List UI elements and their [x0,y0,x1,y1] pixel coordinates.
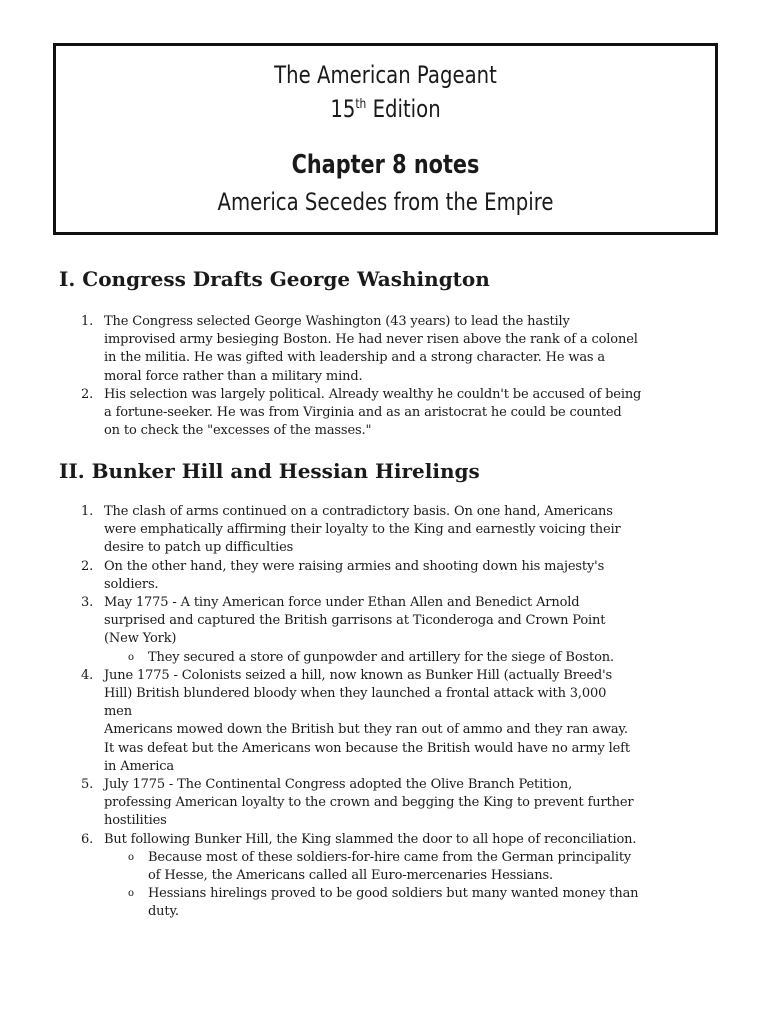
item-text-line: moral force rather than a military mind. [104,368,363,384]
item-text-line: The clash of arms continued on a contradictory basis. On one hand, Americans [104,504,613,519]
chapter-title: Chapter 8 notes [291,150,480,180]
list-item [0,776,712,831]
sub-item [0,649,712,667]
list-item [0,313,712,386]
item-text-line: hostilities [104,813,167,829]
section-list [0,313,768,440]
item-number: 4. [81,667,94,683]
item-number: 2. [81,386,94,402]
edition-word: Edition [366,95,441,123]
item-text-line: in the militia. He was gifted with leadership and a strong character. He was a [104,350,606,366]
list-item [0,558,712,594]
item-text-line: a fortune-seeker. He was from Virginia and as an aristocrat he could be counted [104,405,622,421]
item-text-line: It was defeat but the Americans won because the British would have no army left [104,740,630,756]
list-item [0,386,712,441]
section-heading: II. Bunker Hill and Hessian Hirelings [59,459,480,483]
sub-item-text-line: of Hesse, the Americans called all Euro-mercenaries Hessians. [148,868,554,884]
item-text-line: His selection was largely political. Already wealthy he couldn't be accused of being [104,386,642,402]
item-text-line: On the other hand, they were raising armies and shooting down his majesty's [104,558,605,574]
title-box [53,43,718,235]
sub-item-text-line: duty. [148,904,179,920]
edition-number: 15 [330,95,356,123]
item-text-line: May 1775 - A tiny American force under Ethan Allen and Benedict Arnold [104,595,580,611]
item-number: 2. [81,558,94,574]
item-number: 3. [81,595,94,611]
item-text-line: professing American loyalty to the crown and begging the King to prevent further [104,795,634,811]
item-text-line: surprised and captured the British garrisons at Ticonderoga and Crown Point [104,613,606,629]
item-number: 5. [81,777,94,793]
bullet-icon: o [128,651,134,663]
sub-item-text-line: They secured a store of gunpowder and artillery for the siege of Boston. [148,649,614,665]
item-text-line: improvised army besieging Boston. He had never risen above the rank of a colonel [104,332,638,348]
list-item [0,594,712,649]
item-text-line: But following Bunker Hill, the King slammed the door to all hope of reconciliation. [104,831,637,847]
list-item [0,667,712,776]
item-number: 1. [81,504,94,519]
section-heading: I. Congress Drafts George Washington [59,267,490,291]
item-text-line: men [104,704,132,720]
bullet-icon: o [128,888,134,900]
item-number: 6. [81,831,94,847]
edition-line [115,94,655,124]
list-item [0,503,712,558]
section-list [0,503,768,922]
bullet-icon: o [128,851,134,863]
item-text-line: were emphatically affirming their loyalty to the King and earnestly voicing their [104,522,621,538]
sub-item-text-line: Hessians hirelings proved to be good soldiers but many wanted money than [148,886,639,902]
item-text-line: The Congress selected George Washington (43 years) to lead the hastily [104,314,570,329]
chapter-subtitle: America Secedes from the Empire [217,188,554,216]
item-text-line: June 1775 - Colonists seized a hill, now known as Bunker Hill (actually Breed's [104,667,613,683]
sub-item [0,885,712,921]
book-title: The American Pageant [274,61,497,89]
item-text-line: desire to patch up difficulties [104,540,294,556]
item-text-line: in America [104,758,174,774]
sub-item [0,849,712,885]
list-item [0,831,712,849]
sub-item-text-line: Because most of these soldiers-for-hire came from the German principality [148,849,632,865]
item-text-line: soldiers. [104,576,159,592]
item-text-line: Hill) British blundered bloody when they launched a frontal attack with 3,000 [104,686,607,702]
item-text-line: July 1775 - The Continental Congress adopted the Olive Branch Petition, [104,777,573,793]
item-text-line: (New York) [104,631,177,647]
edition-suffix: th [355,97,367,112]
item-number: 1. [81,314,94,329]
item-text-line: Americans mowed down the British but they ran out of ammo and they ran away. [104,722,628,738]
item-text-line: on to check the "excesses of the masses." [104,423,372,439]
